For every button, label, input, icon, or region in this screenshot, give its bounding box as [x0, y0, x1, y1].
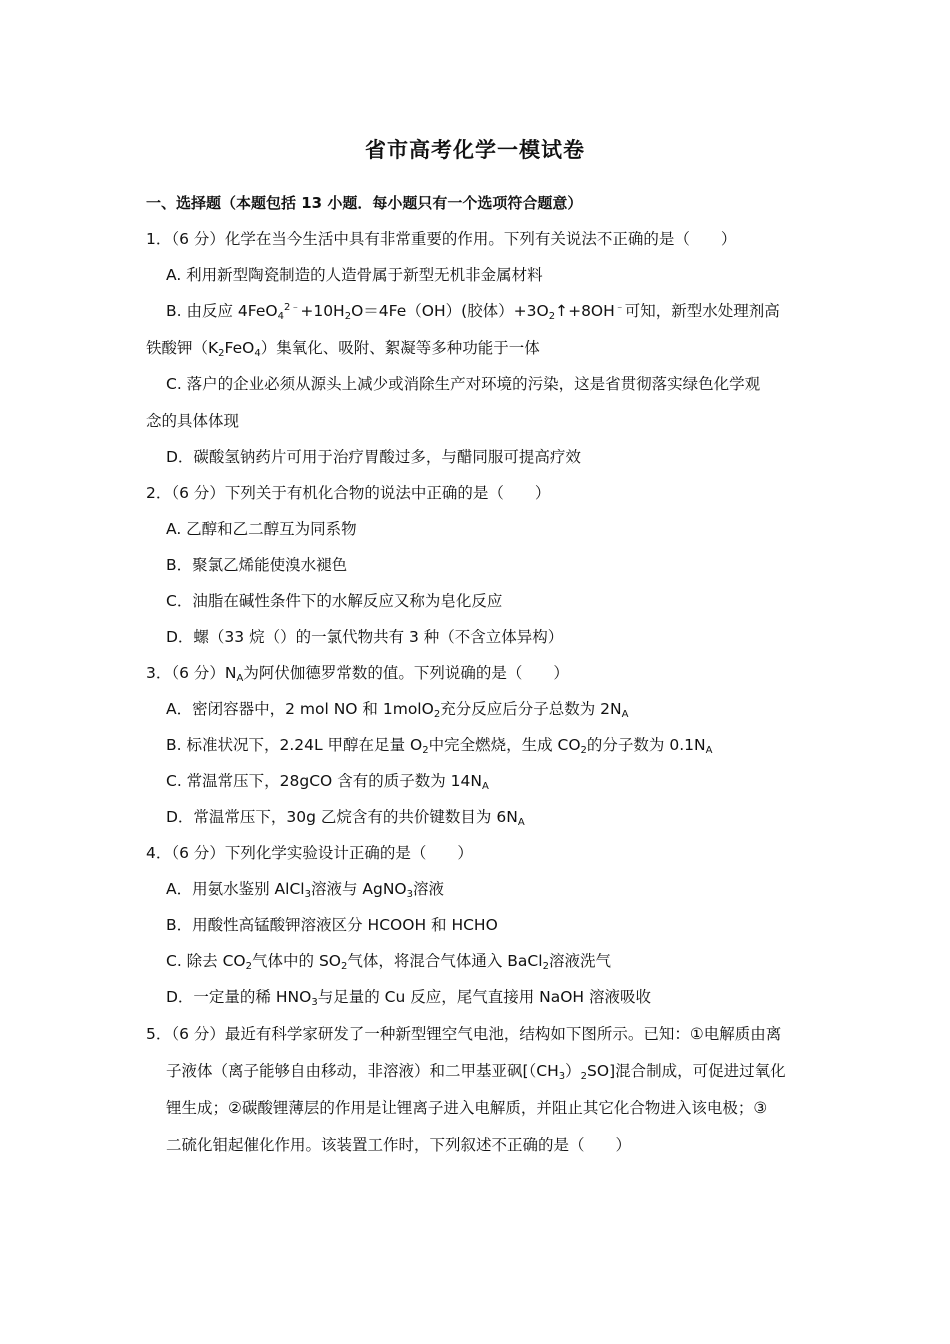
q1-option-c-line2: 念的具体体现: [146, 412, 240, 430]
q2-option-a: A. 乙醇和乙二醇互为同系物: [166, 520, 357, 538]
q4-option-a: A．用氨水鉴别 AlCl$_3$溶液与 AgNO$_3$溶液: [166, 880, 445, 900]
q5-stem-line3: 锂生成；②碳酸锂薄层的作用是让锂离子进入电解质，并阻止其它化合物进入该电极；③: [166, 1099, 768, 1117]
q1-option-a: A. 利用新型陶瓷制造的人造骨属于新型无机非金属材料: [166, 266, 543, 284]
section-heading: 一、选择题（本题包括 13 小题．每小题只有一个选项符合题意）: [146, 194, 583, 212]
q3-option-b: B. 标准状况下，2.24L 甲醇在足量 $O_2$中完全燃烧，生成 $CO_2$的分子数为 $0.1N_A$: [166, 736, 713, 756]
q5-stem-line1: 5．（6 分）最近有科学家研发了一种新型锂空气电池，结构如下图所示。已知：①电解质由离: [146, 1025, 782, 1043]
q2-stem: 2．（6 分）下列关于有机化合物的说法中正确的是（ ）: [146, 484, 551, 502]
q2-option-b: B．聚氯乙烯能使溴水褪色: [166, 556, 348, 574]
q4-option-b: B．用酸性高锰酸钾溶液区分 HCOOH 和 HCHO: [166, 916, 498, 934]
q2-option-c: C．油脂在碱性条件下的水解反应又称为皂化反应: [166, 592, 503, 610]
page-title: 省市高考化学一模试卷: [365, 138, 585, 162]
q3-stem: 3．（6 分）$N_A$为阿伏伽德罗常数的值。下列说确的是（ ）: [146, 664, 569, 684]
q4-stem: 4．（6 分）下列化学实验设计正确的是（ ）: [146, 844, 473, 862]
q1-option-b-line2: 铁酸钾$(K_2FeO_4)$集氧化、吸附、絮凝等多种功能于一体: [146, 339, 540, 359]
q4-option-d: D．一定量的稀 $HNO_3$与足量的 Cu 反应，尾气直接用 NaOH 溶液吸收: [166, 988, 652, 1008]
q1-option-c-line1: C. 落户的企业必须从源头上减少或消除生产对环境的污染，这是省贯彻落实绿色化学观: [166, 375, 761, 393]
q1-stem: 1．（6 分）化学在当今生活中具有非常重要的作用。下列有关说法不正确的是（ ）: [146, 230, 737, 248]
q3-option-c: C. 常温常压下，28gCO 含有的质子数为 $14N_A$: [166, 772, 489, 792]
q1-option-b-line1: B. 由反应 $4FeO_4^{2﹣}+10H_2O=4Fe(OH)$(胶体）$+3O_2↑+8OH^﹣$可知，新型水处理剂高: [166, 302, 780, 322]
q4-option-c: C. 除去 $CO_2$气体中的 $SO_2$气体，将混合气体通入 BaCl$_2$溶液洗气: [166, 952, 611, 972]
q2-option-d: D．螺（33 烷（）的一氯代物共有 3 种（不含立体异构）: [166, 628, 564, 646]
q1-option-d: D．碳酸氢钠药片可用于治疗胃酸过多，与醋同服可提高疗效: [166, 448, 581, 466]
q5-stem-line2: 子液体（离子能够自由移动，非溶液）和二甲基亚砜$[(CH_3)_2SO]$混合制成，可促进过氧化: [166, 1062, 786, 1082]
q3-option-a: A．密闭容器中，2 mol NO 和 1molO$_2$充分反应后分子总数为 $2N_A$: [166, 700, 629, 720]
q5-stem-line4: 二硫化钼起催化作用。该装置工作时，下列叙述不正确的是（ ）: [166, 1136, 632, 1154]
q3-option-d: D．常温常压下，30g 乙烷含有的共价键数目为 $6N_A$: [166, 808, 525, 828]
